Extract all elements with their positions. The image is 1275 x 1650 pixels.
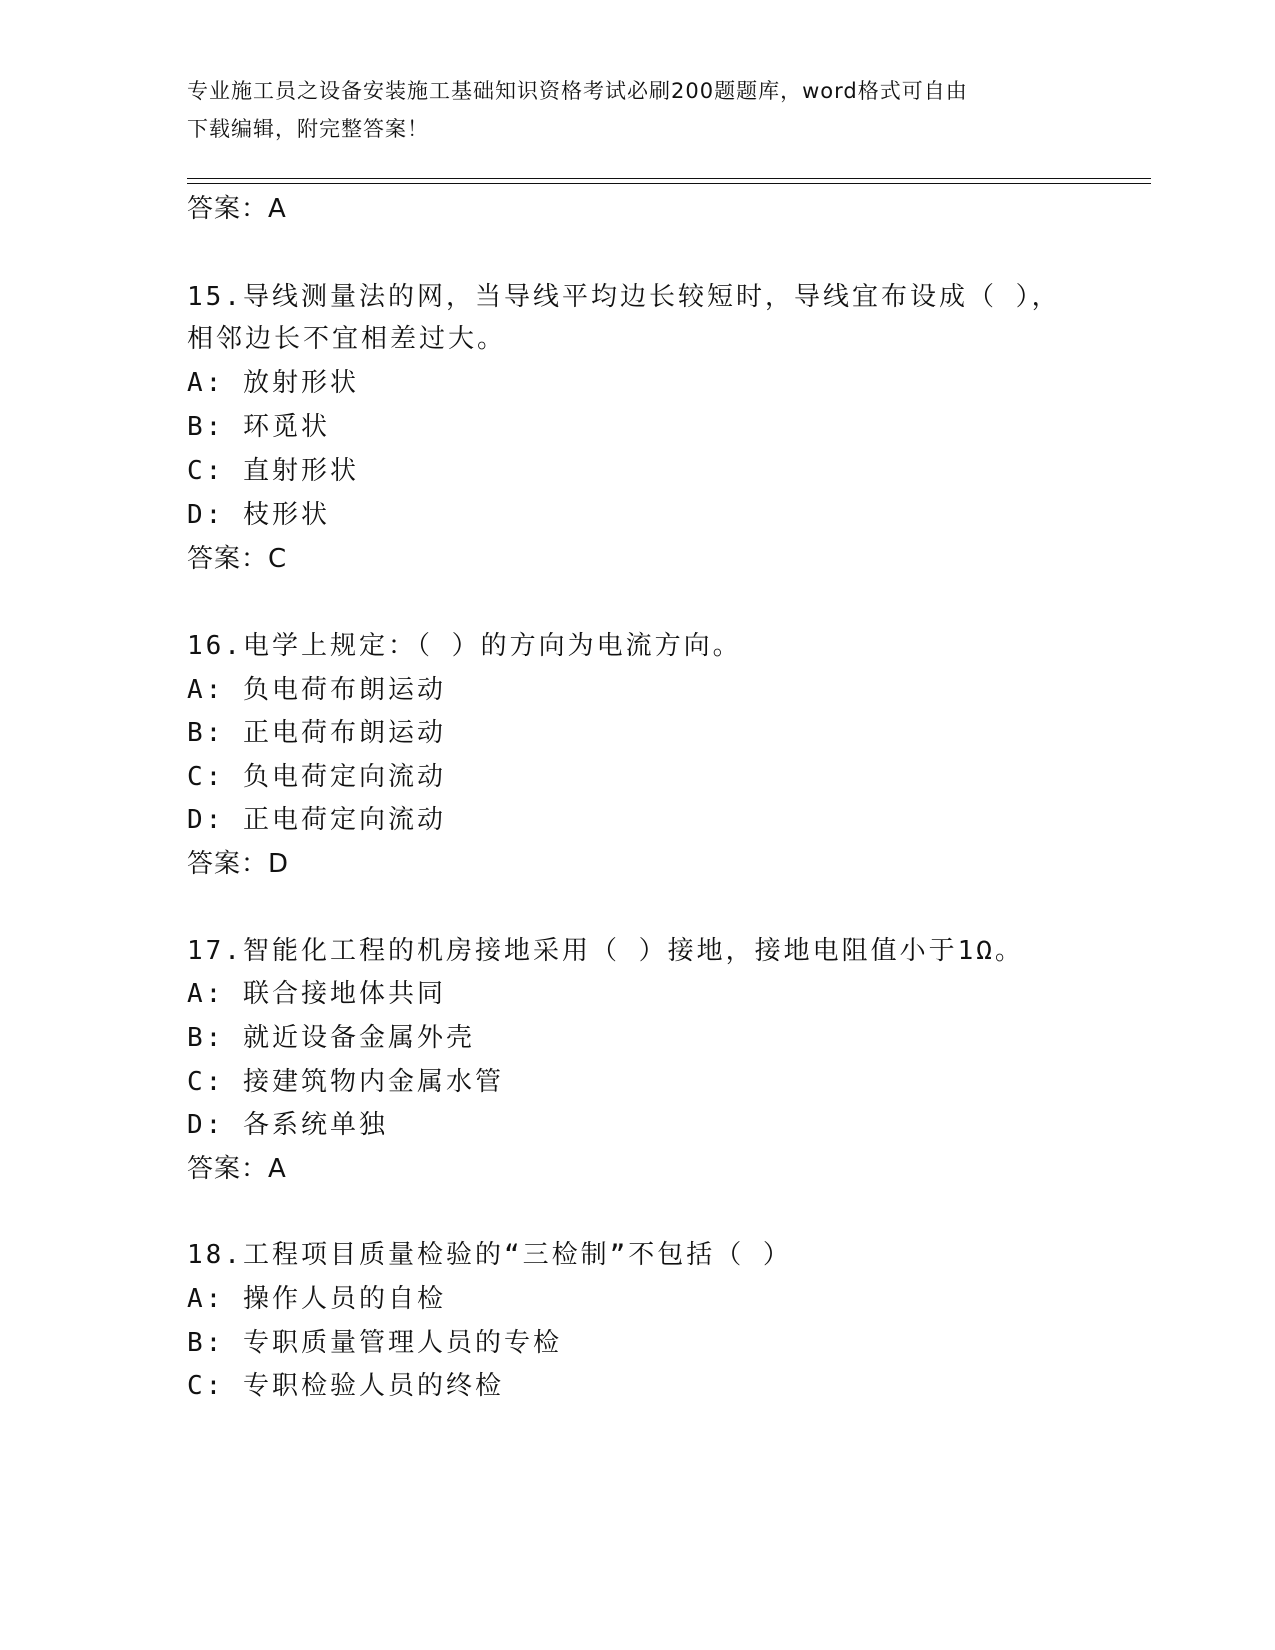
question-18-stem: 18.工程项目质量检验的“三检制”不包括（ ） [187, 1240, 792, 1270]
header-line-2: 下载编辑，附完整答案！ [187, 117, 429, 141]
header-line-1: 专业施工员之设备安装施工基础知识资格考试必刷200题题库，word格式可自由 [187, 79, 968, 103]
question-15-option-d: D: 枝形状 [187, 500, 330, 530]
question-15-option-c: C: 直射形状 [187, 456, 359, 486]
question-18-option-c: C: 专职检验人员的终检 [187, 1371, 504, 1401]
question-16-option-b: B: 正电荷布朗运动 [187, 718, 446, 748]
question-17-option-d: D: 各系统单独 [187, 1110, 388, 1140]
question-15-stem-line-1: 15.导线测量法的网，当导线平均边长较短时，导线宜布设成（ ）， [187, 282, 1061, 312]
question-16-option-d: D: 正电荷定向流动 [187, 805, 446, 835]
question-17-option-a: A: 联合接地体共同 [187, 979, 446, 1009]
question-15-stem-line-2: 相邻边长不宜相差过大。 [187, 324, 507, 354]
question-18-option-a: A: 操作人员的自检 [187, 1284, 446, 1314]
question-15-option-b: B: 环觅状 [187, 412, 330, 442]
document-header [187, 72, 1087, 148]
question-16-option-c: C: 负电荷定向流动 [187, 762, 446, 792]
question-18-option-b: B: 专职质量管理人员的专检 [187, 1328, 562, 1358]
question-17-stem: 17.智能化工程的机房接地采用（ ）接地，接地电阻值小于1Ω。 [187, 936, 1024, 966]
question-16-stem: 16.电学上规定：（ ）的方向为电流方向。 [187, 631, 742, 661]
previous-answer: 答案：A [187, 194, 287, 224]
header-divider-top [187, 178, 1151, 179]
header-divider-bottom [187, 183, 1151, 184]
question-15-option-a: A: 放射形状 [187, 368, 359, 398]
question-17-option-c: C: 接建筑物内金属水管 [187, 1067, 504, 1097]
question-17-option-b: B: 就近设备金属外壳 [187, 1023, 475, 1053]
question-15-answer: 答案：C [187, 544, 288, 574]
question-17-answer: 答案：A [187, 1154, 287, 1184]
question-16-option-a: A: 负电荷布朗运动 [187, 675, 446, 705]
question-16-answer: 答案：D [187, 849, 290, 879]
